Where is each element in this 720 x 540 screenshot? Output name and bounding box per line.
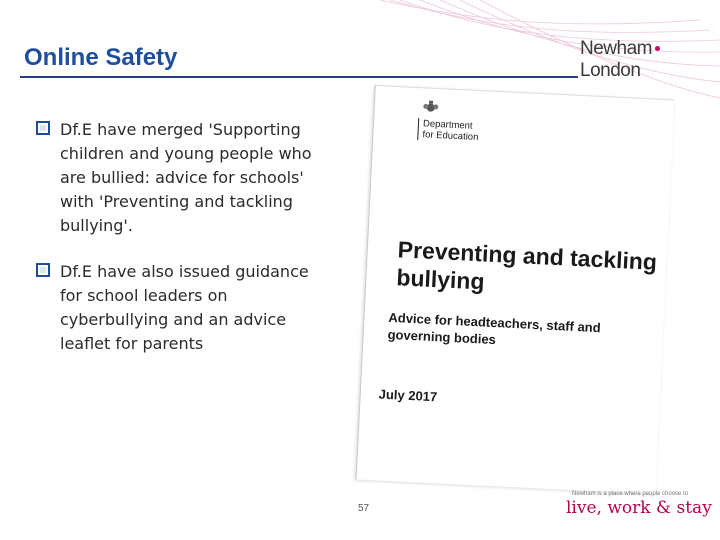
- checkbox-bullet-icon: [36, 121, 50, 135]
- bullet-text: Df.E have merged 'Supporting children and young people who are bullied: advice for schools' with 'Preventing and tackling bullying'.: [60, 120, 312, 235]
- bullet-item: [36, 260, 326, 356]
- checkbox-bullet-icon: [36, 263, 50, 277]
- title-underline: [20, 76, 578, 78]
- department-line: Department: [422, 118, 473, 132]
- logo-dot: [655, 46, 660, 51]
- page-number: 57: [358, 503, 370, 514]
- footer-tagline: Newham is a place where people choose to: [572, 491, 689, 497]
- newham-london-logo: [580, 38, 720, 82]
- document-page: [356, 85, 675, 494]
- bullet-item: [36, 118, 326, 238]
- department-line: for Education: [422, 129, 479, 144]
- document-title: Preventing and tackling bullying: [395, 236, 658, 295]
- bullet-text: Df.E have also issued guidance for school leaders on cyberbullying and an advice leaflet for parents: [60, 262, 309, 353]
- footer-slogan: live, work & stay: [566, 498, 712, 518]
- document-subtitle: Advice for headteachers, staff and governing bodies: [387, 309, 602, 348]
- document-date: July 2017: [378, 386, 438, 405]
- royal-crest-icon: [422, 100, 439, 115]
- logo-word-newham: Newham: [580, 38, 652, 59]
- document-cover-image: [356, 85, 675, 494]
- logo-word-london: London: [580, 60, 641, 81]
- page-title: Online Safety: [24, 44, 178, 71]
- bullet-list: [36, 118, 326, 378]
- department-label: [417, 118, 479, 143]
